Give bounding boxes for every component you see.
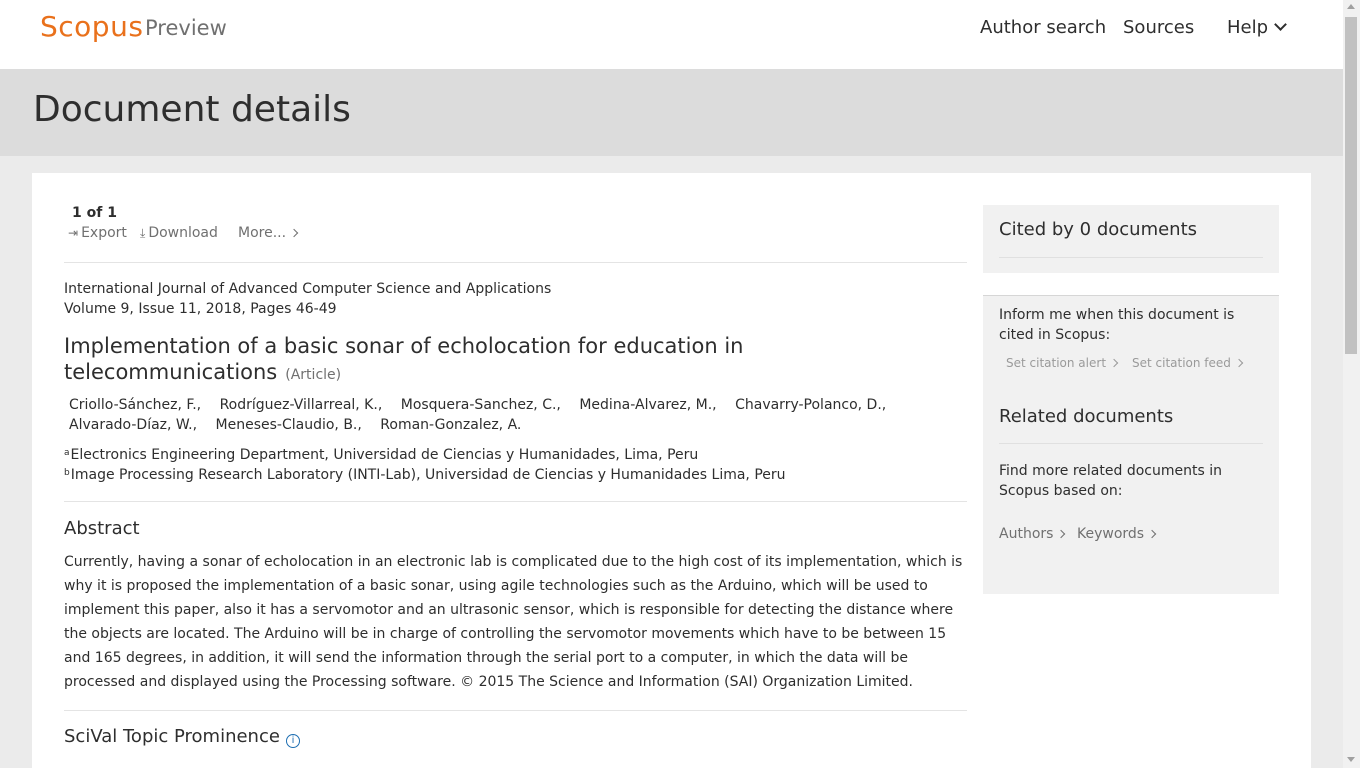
scopus-logo[interactable]: Scopus — [40, 10, 144, 43]
scroll-up-icon[interactable] — [1347, 4, 1355, 9]
download-button[interactable] — [140, 225, 218, 241]
journal-link[interactable]: International Journal of Advanced Computer Science and Applications — [64, 281, 552, 297]
side-divider — [999, 443, 1263, 444]
related-heading: Related documents — [999, 406, 1174, 427]
author-link[interactable]: Roman-Gonzalez, A. — [380, 417, 522, 433]
download-icon: ⤓ — [140, 226, 146, 240]
inform-text: Inform me when this document is cited in Scopus: — [999, 307, 1235, 343]
document-title — [64, 333, 784, 388]
affiliation-item — [64, 445, 786, 465]
affiliation-mark: b — [64, 468, 70, 478]
scrollbar-thumb[interactable] — [1345, 17, 1357, 354]
nav-help[interactable] — [1227, 17, 1285, 38]
abstract-heading: Abstract — [64, 518, 140, 539]
nav-sources[interactable]: Sources — [1123, 17, 1195, 38]
document-card — [32, 173, 1311, 768]
related-authors-label: Authors — [999, 526, 1054, 542]
divider — [64, 710, 967, 711]
author-link[interactable]: Meneses-Claudio, B., — [215, 417, 362, 433]
divider — [64, 262, 967, 263]
document-type: (Article) — [285, 367, 342, 383]
author-link[interactable]: Alvarado-Díaz, W., — [69, 417, 198, 433]
affiliation-text: Image Processing Research Laboratory (INTI-Lab), Universidad de Ciencias y Humanidades Lima, Peru — [70, 467, 786, 483]
chevron-right-icon — [1110, 359, 1118, 367]
more-label: More... — [238, 225, 287, 241]
more-button[interactable] — [238, 225, 297, 241]
affiliation-text: Electronics Engineering Department, Universidad de Ciencias y Humanidades, Lima, Peru — [70, 447, 699, 463]
page-title: Document details — [33, 89, 351, 130]
volume-info: Volume 9, Issue 11, 2018, Pages 46-49 — [64, 301, 337, 317]
export-button[interactable] — [68, 225, 127, 241]
cited-by-panel — [983, 205, 1279, 273]
download-label: Download — [148, 225, 218, 241]
side-divider — [999, 257, 1263, 258]
scival-heading: SciVal Topic Prominence — [64, 726, 280, 747]
export-label: Export — [81, 225, 127, 241]
author-link[interactable]: Rodríguez-Villarreal, K., — [219, 397, 383, 413]
info-icon[interactable]: i — [286, 734, 300, 748]
chevron-right-icon — [1148, 530, 1156, 538]
author-link[interactable]: Medina-Alvarez, M., — [579, 397, 717, 413]
related-authors-link[interactable] — [999, 526, 1064, 542]
chevron-right-icon — [290, 229, 298, 237]
affiliation-mark: a — [64, 448, 70, 458]
author-list — [69, 395, 949, 435]
chevron-right-icon — [1057, 530, 1065, 538]
export-icon: ⇥ — [68, 226, 79, 240]
author-link[interactable]: Criollo-Sánchez, F., — [69, 397, 202, 413]
divider — [64, 501, 967, 502]
title-band — [0, 69, 1343, 156]
preview-label: Preview — [145, 16, 227, 40]
result-count: 1 of 1 — [72, 205, 117, 221]
related-panel — [983, 295, 1279, 594]
set-citation-feed-label: Set citation feed — [1132, 356, 1231, 370]
scival-section — [64, 726, 300, 747]
chevron-down-icon — [1274, 18, 1287, 31]
author-link[interactable]: Mosquera-Sanchez, C., — [400, 397, 561, 413]
chevron-right-icon — [1235, 359, 1243, 367]
nav-author-search[interactable]: Author search — [980, 17, 1107, 38]
set-citation-alert-link[interactable] — [1006, 356, 1117, 370]
scroll-down-icon[interactable] — [1347, 757, 1355, 762]
set-citation-feed-link[interactable] — [1132, 356, 1242, 370]
top-header — [0, 0, 1343, 69]
set-citation-alert-label: Set citation alert — [1006, 356, 1107, 370]
affiliation-item — [64, 465, 786, 485]
source-info — [64, 279, 551, 319]
document-title-text: Implementation of a basic sonar of echolocation for education in telecommunications — [64, 334, 744, 384]
cited-by-heading: Cited by 0 documents — [999, 219, 1198, 240]
related-keywords-label: Keywords — [1077, 526, 1145, 542]
related-keywords-link[interactable] — [1077, 526, 1155, 542]
affiliations — [64, 445, 786, 485]
nav-help-label: Help — [1227, 17, 1269, 38]
abstract-text: Currently, having a sonar of echolocation in an electronic lab is complicated due to the high cost of its implementation, which is why it is proposed the implementation of a basic sonar, using agile technologies such as the Arduino, which will be used to implement this paper, also it has a servomotor and an ultrasonic sensor, which is responsible for detecting the distance where the objects are located. The Arduino will be in charge of controlling the servomotor movements which have to be between 15 and 165 degrees, in addition, it will send the information through the serial port to a computer, in which the data will be processed and displayed using the Processing software. © 2015 The Science and Information (SAI) Organization Limited. — [64, 554, 963, 690]
related-text: Find more related documents in Scopus based on: — [999, 463, 1222, 499]
author-link[interactable]: Chavarry-Polanco, D., — [735, 397, 887, 413]
